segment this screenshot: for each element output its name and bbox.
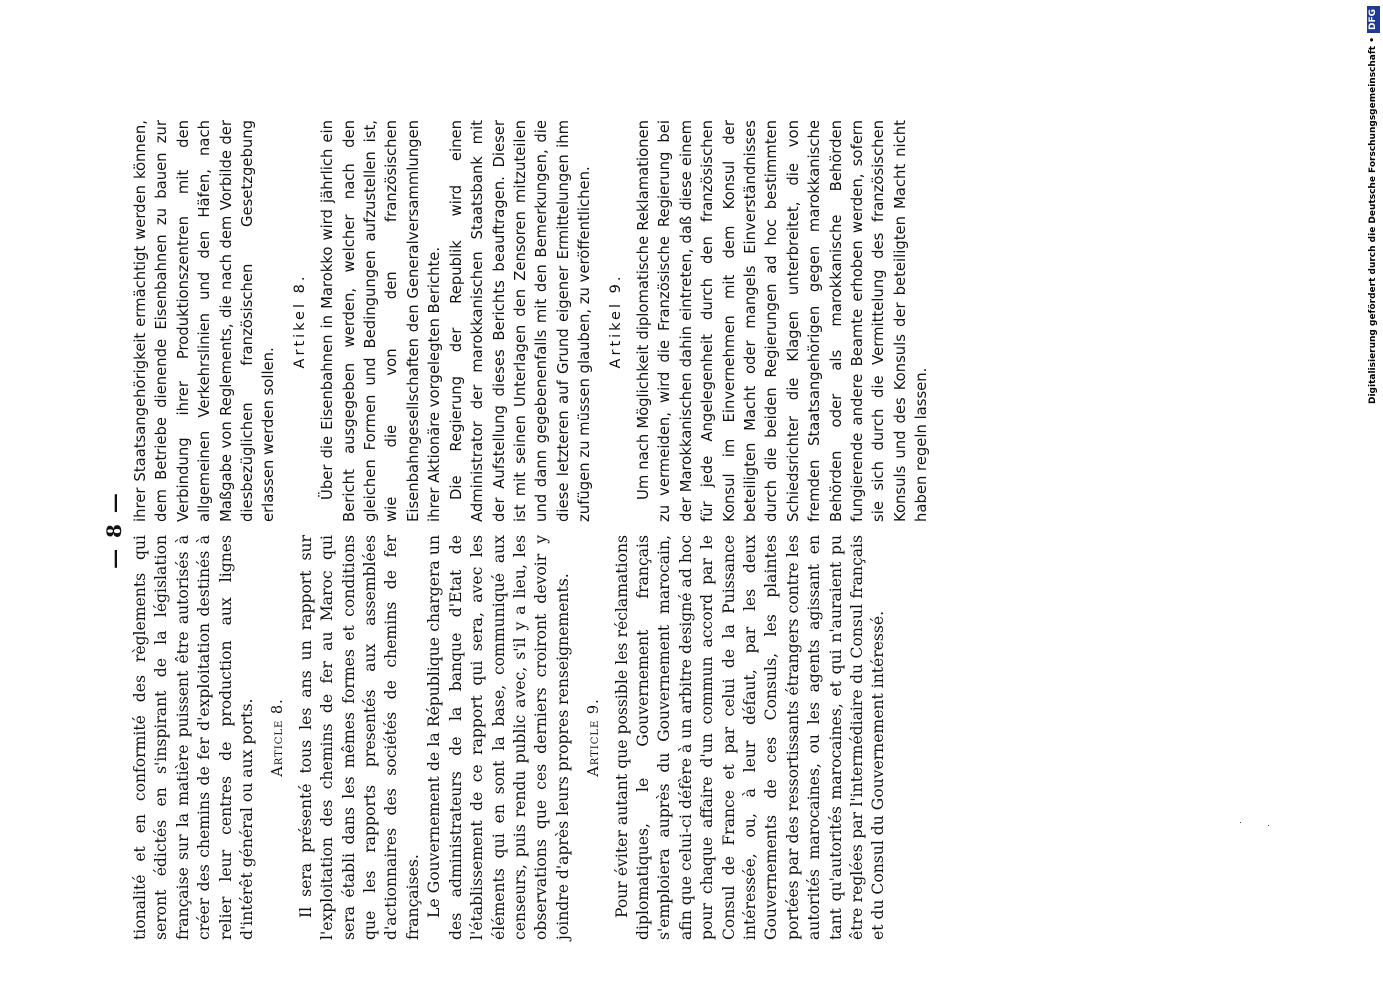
german-article-8-heading: Artikel 8. bbox=[291, 273, 308, 369]
french-intro-text: tionalité et en conformité des règlements qui seront édictés en s'inspirant de la législation française sur la matière puissent être autorisés à créer des chemins de fer d'exploitation destinés à relier leur centres de production aux lignes d'intérêt général ou aux ports. bbox=[131, 535, 257, 940]
german-column bbox=[130, 120, 933, 522]
page-number: — 8 — bbox=[102, 491, 126, 569]
german-article-8-paragraph-1: Über die Eisenbahnen in Marokko wird jährlich ein Bericht ausgegeben werden, welcher nach den gleichen Formen und Bedingungen aufzustellen ist, wie die von den französischen Eisenbahngesellschaften den Generalversammlungen ihrer Aktionäre vorgelegten Berichte. bbox=[319, 120, 444, 522]
french-article-8-heading: Article 8. bbox=[270, 698, 287, 777]
rotated-page bbox=[102, 120, 1230, 940]
french-article-9-heading: Article 9. bbox=[586, 698, 603, 777]
digitization-stamp bbox=[1364, 6, 1382, 996]
french-article-9-paragraph-1: Pour éviter autant que possible les réclamations diplomatiques, le Gouvernement français s'emploiera auprès du Gouvernement marocain, afin que celui-ci défère à un arbitre designé ad hoc pour chaque affaire d'un commun accord par le Consul de France et par celui de la Puissance intéressée, ou, à leur défaut, par les deux Gouvernements de ces Consuls, les plaintes portées par des ressortissants étrangers contre les autorités marocaines, ou les agents agissant en tant qu'autorités marocaines, et qui n'auraient pu être reglées par l'intermédiaire du Consul français et du Consul du Gouvernement intéressé. bbox=[612, 535, 888, 940]
french-article-8-paragraph-2: Le Gouvernement de la République chargera un des administrateurs de la banque d'Etat de l'établissement de ce rapport qui sera, avec les éléments qui en sont la base, communiqué aux censeurs, puis rendu public avec, s'il y a lieu, les observations que ces derniers croiront devoir y joindre d'après leurs propres renseignements. bbox=[425, 535, 572, 940]
french-article-8-paragraph-1: Il sera présenté tous les ans un rapport sur l'exploitation des chemins de fer au Maroc qui sera établi dans les mêmes formes et conditions que les rapports presentés aux assemblées d'actionnaires des sociétés de chemins de fer françaises. bbox=[296, 535, 422, 940]
german-article-9-heading: Artikel 9. bbox=[607, 273, 624, 369]
dfg-logo: DFG bbox=[1367, 6, 1380, 33]
digitization-stamp-text bbox=[1364, 6, 1382, 996]
scan-specks bbox=[1238, 818, 1278, 828]
digitization-credit-text: Digitalisierung gefördert durch die Deutsche Forschungsgemeinschaft • bbox=[1368, 37, 1378, 404]
speck bbox=[1268, 825, 1269, 826]
speck bbox=[1240, 822, 1241, 823]
french-column bbox=[130, 535, 890, 940]
german-article-8-paragraph-2: Die Regierung der Republik wird einen Administrator der marokkanischen Staatsbank mit der Aufstellung dieses Berichts beauftragen. Dieser ist mit seinen Unterlagen den Zensoren mitzuteilen und dann gegebenenfalls mit den Bemerkungen, die diese letzteren auf Grund eigener Ermittelungen ihm zufügen zu müssen glauben, zu veröffentlichen. bbox=[447, 120, 594, 522]
german-article-9-paragraph-1: Um nach Möglichkeit diplomatische Reklamationen zu vermeiden, wird die Französische Regierung bei der Marokkanischen dahin eintreten, daß diese einem für jede Angelegenheit durch den französischen Konsul im Einvernehmen mit dem Konsul der beteiligten Macht oder mangels Einverständnisses durch die beiden Regierungen ad hoc bestimmten Schiedsrichter die Klagen unterbreitet, die von fremden Staatsangehörigen gegen marokkanische Behörden oder als marokkanische Behörden fungierende andere Beamte erhoben werden, sofern sie sich durch die Vermittelung des französischen Konsuls und des Konsuls der beteiligten Macht nicht haben regeln lassen. bbox=[634, 120, 931, 522]
german-intro-text: ihrer Staatsangehörigkeit ermächtigt werden können, dem Betriebe dienende Eisenbahnen zu bauen zur Verbindung ihrer Produktionszentren mit den allgemeinen Verkehrslinien und den Häfen, nach Maßgabe von Reglements, die nach dem Vorbilde der diesbezüglichen französischen Gesetzgebung erlassen werden sollen. bbox=[132, 120, 278, 522]
